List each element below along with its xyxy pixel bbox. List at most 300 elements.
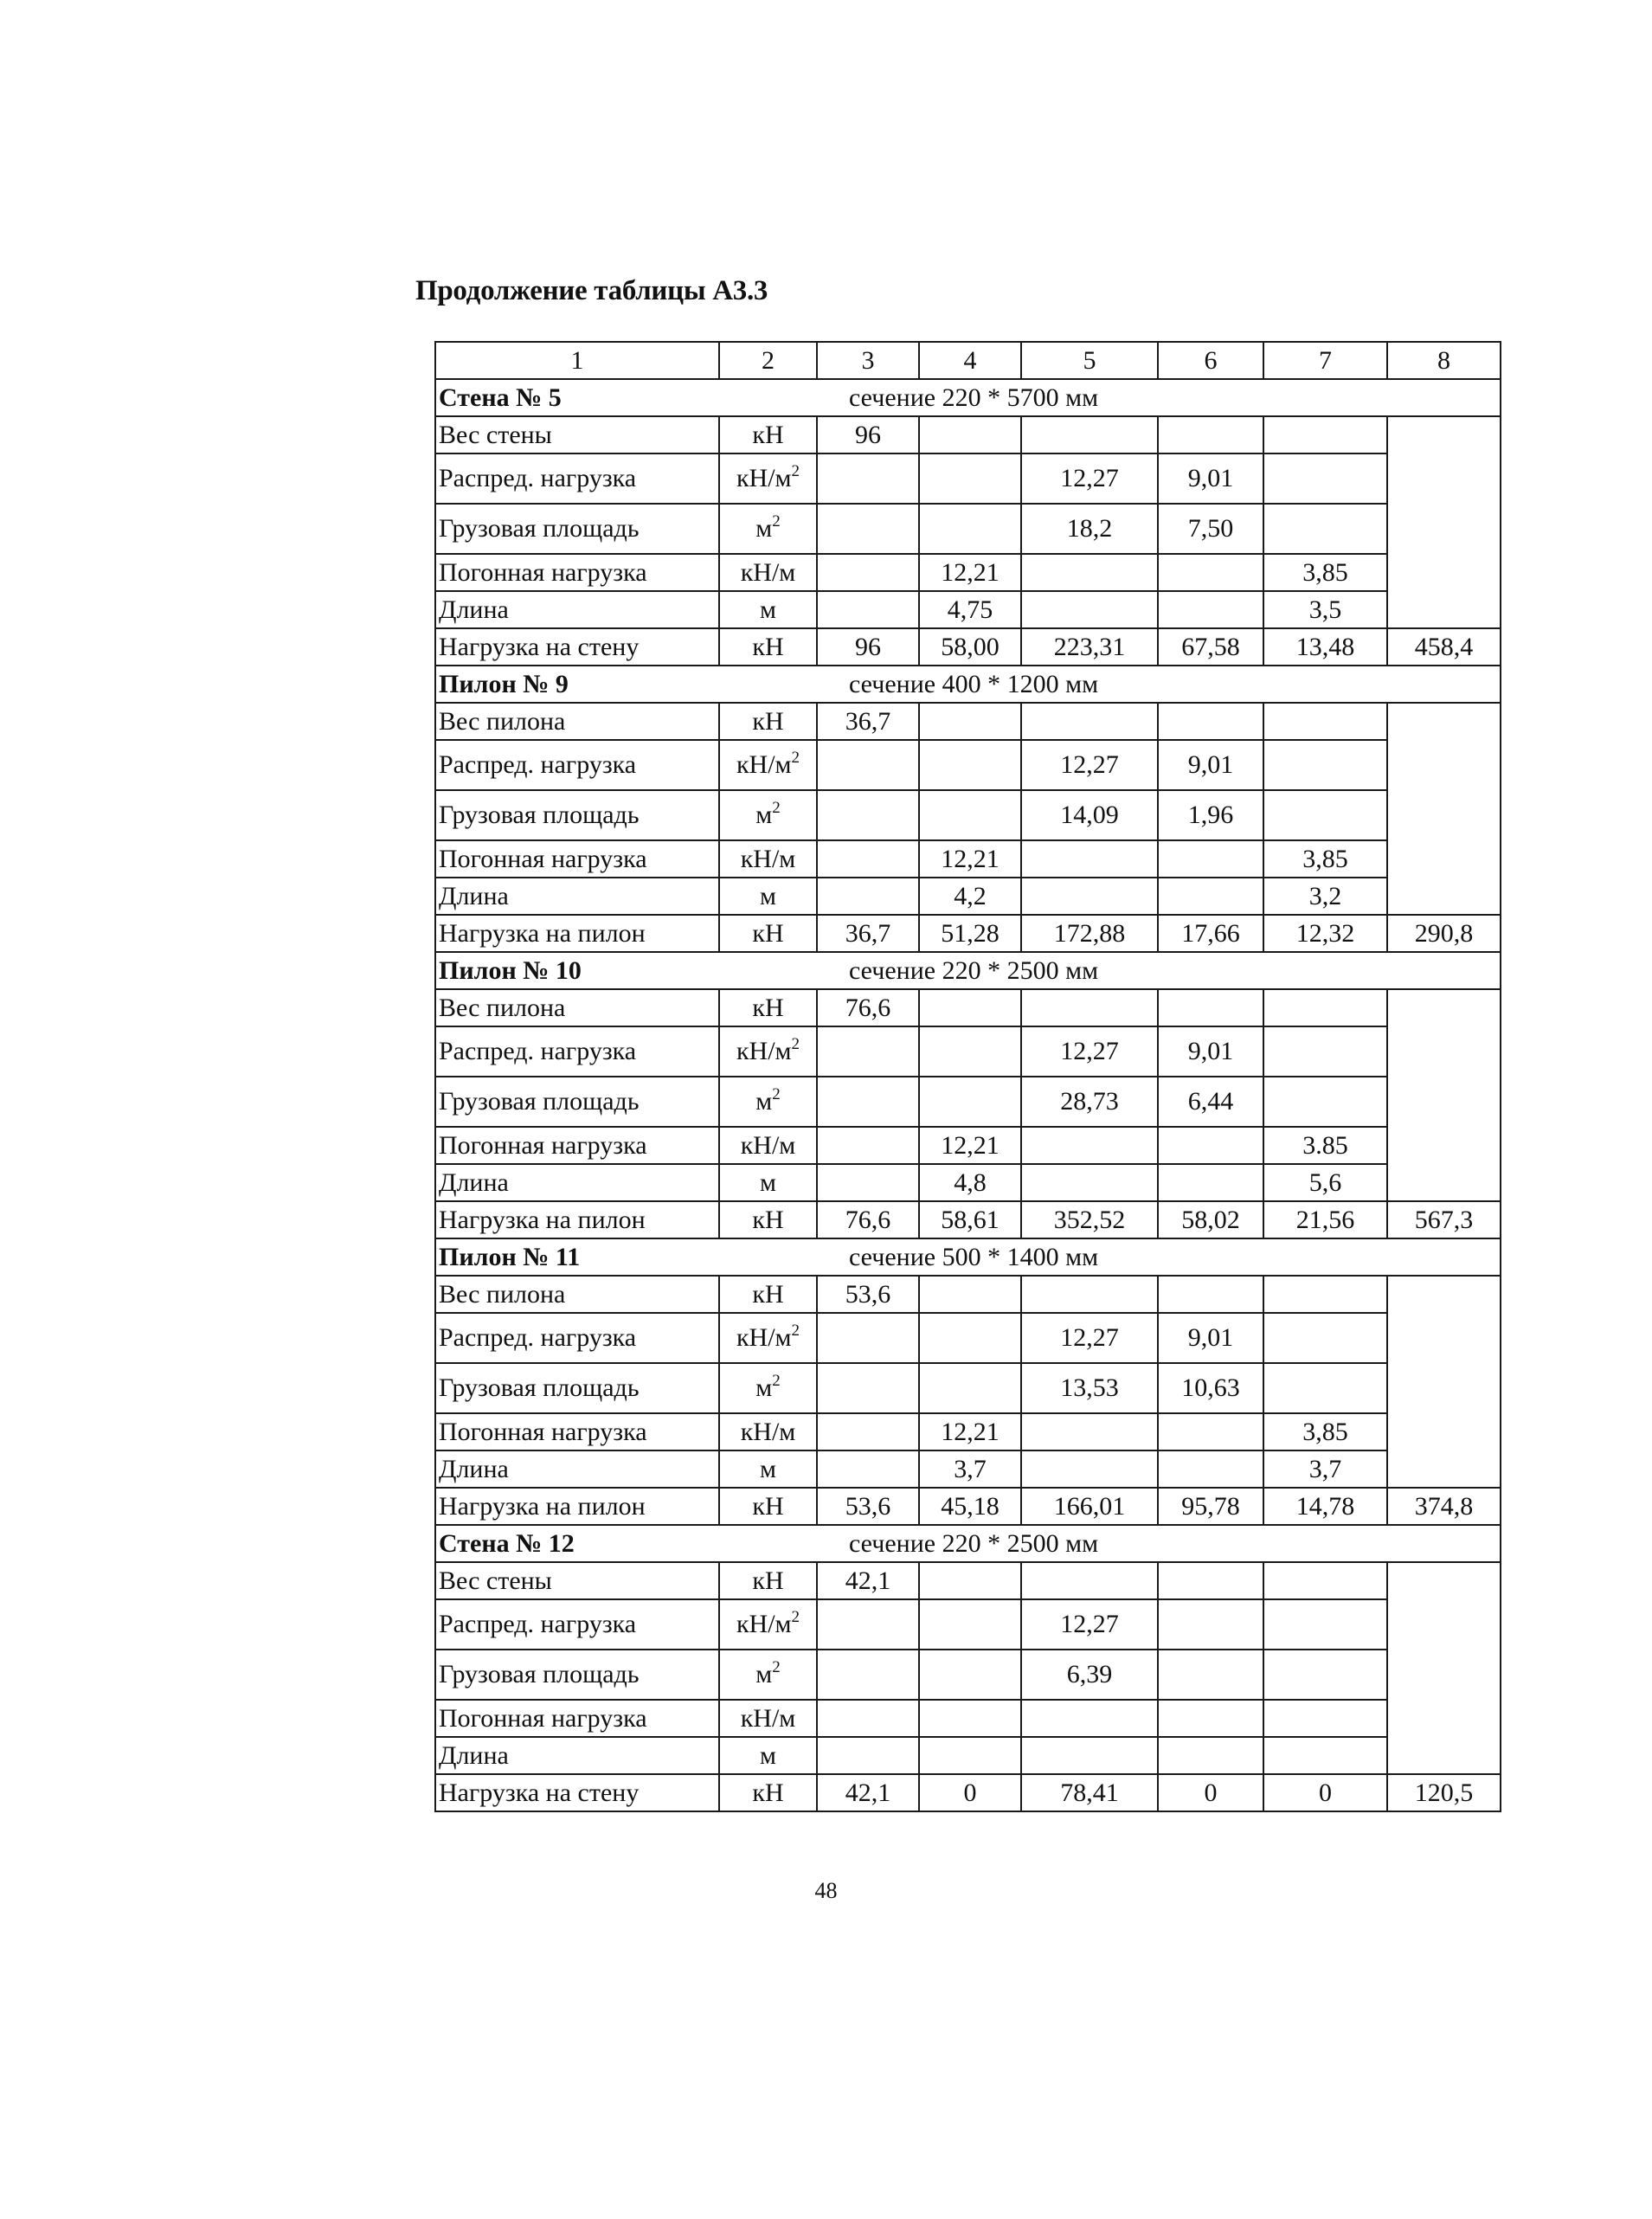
value-cell: 0 — [919, 1774, 1021, 1811]
value-cell — [1021, 703, 1158, 740]
value-cell — [1263, 1077, 1387, 1127]
value-cell — [919, 1276, 1021, 1313]
value-cell — [919, 1562, 1021, 1599]
column-number: 3 — [817, 342, 919, 379]
value-cell — [919, 1363, 1021, 1413]
unit-cell — [719, 703, 817, 740]
row-label: Грузовая площадь — [435, 790, 719, 840]
value-cell — [1158, 1700, 1263, 1737]
table-row — [435, 1127, 1501, 1164]
value-cell — [1263, 416, 1387, 453]
section-title: Пилон № 9 — [435, 666, 719, 703]
column-number: 4 — [919, 342, 1021, 379]
total-column-blank — [1387, 989, 1501, 1201]
value-cell: 352,52 — [1021, 1201, 1158, 1238]
value-cell: 13,48 — [1263, 628, 1387, 666]
value-cell: 9,01 — [1158, 1026, 1263, 1077]
value-cell — [1263, 703, 1387, 740]
total-value-cell: 567,3 — [1387, 1201, 1501, 1238]
row-label: Погонная нагрузка — [435, 1413, 719, 1450]
section-title: Пилон № 11 — [435, 1238, 719, 1276]
total-value-cell: 290,8 — [1387, 915, 1501, 952]
row-label: Длина — [435, 1450, 719, 1488]
unit-text: кН/м — [740, 1418, 796, 1446]
row-label: Нагрузка на стену — [435, 628, 719, 666]
unit-exponent: 2 — [772, 1658, 781, 1676]
row-label: Нагрузка на пилон — [435, 1201, 719, 1238]
value-cell: 3,85 — [1263, 554, 1387, 591]
unit-cell — [719, 840, 817, 878]
column-number: 2 — [719, 342, 817, 379]
value-cell — [919, 1737, 1021, 1774]
row-label: Длина — [435, 591, 719, 628]
row-label: Грузовая площадь — [435, 1077, 719, 1127]
unit-text: кН/м — [740, 1704, 796, 1733]
section-header-row — [435, 952, 1501, 989]
value-cell: 36,7 — [817, 703, 919, 740]
unit-cell — [719, 1650, 817, 1700]
load-table — [434, 341, 1501, 1812]
section-header-row — [435, 1525, 1501, 1562]
unit-cell — [719, 1562, 817, 1599]
unit-cell — [719, 1127, 817, 1164]
section-title: Стена № 12 — [435, 1525, 719, 1562]
value-cell: 3,7 — [1263, 1450, 1387, 1488]
unit-cell — [719, 740, 817, 790]
value-cell — [817, 1363, 919, 1413]
value-cell — [1021, 1562, 1158, 1599]
unit-cell — [719, 1276, 817, 1313]
table-row — [435, 790, 1501, 840]
row-label: Длина — [435, 1164, 719, 1201]
total-value-cell: 120,5 — [1387, 1774, 1501, 1811]
section-description: сечение 220 * 5700 мм — [719, 379, 1501, 416]
table-row — [435, 504, 1501, 554]
value-cell: 4,75 — [919, 591, 1021, 628]
total-column-blank — [1387, 1276, 1501, 1488]
value-cell: 53,6 — [817, 1276, 919, 1313]
value-cell — [1158, 1737, 1263, 1774]
value-cell: 4,2 — [919, 878, 1021, 915]
total-column-blank — [1387, 703, 1501, 915]
value-cell — [1158, 1562, 1263, 1599]
unit-text: кН/м — [736, 1037, 792, 1065]
value-cell — [1021, 416, 1158, 453]
value-cell — [1263, 989, 1387, 1026]
unit-text: м — [755, 1373, 773, 1402]
unit-text: м — [760, 595, 776, 624]
section-description: сечение 500 * 1400 мм — [719, 1238, 1501, 1276]
value-cell — [1263, 1650, 1387, 1700]
value-cell: 96 — [817, 416, 919, 453]
total-value-cell: 374,8 — [1387, 1488, 1501, 1525]
table-row — [435, 1700, 1501, 1737]
table-caption: Продолжение таблицы А3.3 — [415, 275, 768, 306]
value-cell: 28,73 — [1021, 1077, 1158, 1127]
value-cell: 96 — [817, 628, 919, 666]
table-row — [435, 1313, 1501, 1363]
value-cell: 45,18 — [919, 1488, 1021, 1525]
value-cell: 12,21 — [919, 1127, 1021, 1164]
row-label: Распред. нагрузка — [435, 453, 719, 504]
value-cell: 12,21 — [919, 554, 1021, 591]
value-cell: 4,8 — [919, 1164, 1021, 1201]
value-cell — [817, 1599, 919, 1650]
value-cell: 10,63 — [1158, 1363, 1263, 1413]
row-label: Погонная нагрузка — [435, 840, 719, 878]
unit-cell: кН — [719, 628, 817, 666]
value-cell — [817, 1650, 919, 1700]
value-cell: 172,88 — [1021, 915, 1158, 952]
value-cell — [1263, 1562, 1387, 1599]
value-cell — [1263, 790, 1387, 840]
unit-text: кН/м — [736, 1610, 792, 1638]
value-cell — [1158, 1450, 1263, 1488]
unit-text: м — [760, 1741, 776, 1770]
value-cell — [1021, 1276, 1158, 1313]
unit-text: кН/м — [740, 558, 796, 587]
total-row — [435, 1488, 1501, 1525]
total-column-blank — [1387, 1562, 1501, 1774]
unit-cell — [719, 1077, 817, 1127]
unit-cell — [719, 1450, 817, 1488]
value-cell: 9,01 — [1158, 740, 1263, 790]
value-cell — [1158, 416, 1263, 453]
section-header-row — [435, 1238, 1501, 1276]
value-cell — [919, 1077, 1021, 1127]
table-row — [435, 416, 1501, 453]
value-cell: 12,27 — [1021, 740, 1158, 790]
value-cell — [1021, 1700, 1158, 1737]
table-row — [435, 703, 1501, 740]
table-row — [435, 1599, 1501, 1650]
value-cell: 36,7 — [817, 915, 919, 952]
value-cell — [817, 504, 919, 554]
unit-exponent: 2 — [772, 799, 781, 817]
value-cell: 14,09 — [1021, 790, 1158, 840]
row-label: Длина — [435, 878, 719, 915]
section-description: сечение 220 * 2500 мм — [719, 1525, 1501, 1562]
value-cell: 13,53 — [1021, 1363, 1158, 1413]
value-cell: 42,1 — [817, 1774, 919, 1811]
value-cell — [919, 1650, 1021, 1700]
value-cell: 3,85 — [1263, 1413, 1387, 1450]
value-cell — [1263, 1737, 1387, 1774]
value-cell — [1021, 1450, 1158, 1488]
unit-text: кН/м — [736, 464, 792, 492]
column-numbers-row — [435, 342, 1501, 379]
row-label: Распред. нагрузка — [435, 740, 719, 790]
unit-text: м — [755, 1087, 773, 1116]
value-cell — [1158, 878, 1263, 915]
section-title: Пилон № 10 — [435, 952, 719, 989]
unit-cell — [719, 453, 817, 504]
section-description: сечение 400 * 1200 мм — [719, 666, 1501, 703]
unit-cell — [719, 989, 817, 1026]
value-cell: 12,21 — [919, 1413, 1021, 1450]
unit-text: м — [755, 1660, 773, 1688]
value-cell — [1158, 840, 1263, 878]
table-row — [435, 591, 1501, 628]
value-cell: 51,28 — [919, 915, 1021, 952]
value-cell — [1021, 591, 1158, 628]
value-cell — [1021, 840, 1158, 878]
value-cell: 95,78 — [1158, 1488, 1263, 1525]
row-label: Грузовая площадь — [435, 1650, 719, 1700]
value-cell — [919, 1026, 1021, 1077]
total-row — [435, 1774, 1501, 1811]
table-row — [435, 740, 1501, 790]
value-cell — [817, 1077, 919, 1127]
value-cell: 58,00 — [919, 628, 1021, 666]
value-cell: 3,5 — [1263, 591, 1387, 628]
unit-text: кН — [752, 1280, 784, 1309]
value-cell — [1021, 878, 1158, 915]
value-cell — [817, 1450, 919, 1488]
unit-text: м — [760, 882, 776, 910]
value-cell: 3,7 — [919, 1450, 1021, 1488]
value-cell — [1263, 504, 1387, 554]
unit-cell — [719, 1737, 817, 1774]
row-label: Распред. нагрузка — [435, 1599, 719, 1650]
value-cell — [1263, 1599, 1387, 1650]
value-cell — [1021, 989, 1158, 1026]
row-label: Нагрузка на стену — [435, 1774, 719, 1811]
unit-cell — [719, 878, 817, 915]
value-cell: 223,31 — [1021, 628, 1158, 666]
value-cell — [1263, 1276, 1387, 1313]
unit-text: кН/м — [736, 1323, 792, 1352]
value-cell: 3,2 — [1263, 878, 1387, 915]
row-label: Погонная нагрузка — [435, 1700, 719, 1737]
unit-cell — [719, 554, 817, 591]
value-cell — [919, 416, 1021, 453]
value-cell: 58,61 — [919, 1201, 1021, 1238]
row-label: Грузовая площадь — [435, 504, 719, 554]
unit-exponent: 2 — [791, 1035, 800, 1053]
value-cell — [1158, 1127, 1263, 1164]
table-row — [435, 1413, 1501, 1450]
column-number: 1 — [435, 342, 719, 379]
total-row — [435, 915, 1501, 952]
unit-text: кН/м — [740, 845, 796, 873]
column-number: 7 — [1263, 342, 1387, 379]
value-cell — [817, 878, 919, 915]
unit-cell — [719, 1313, 817, 1363]
unit-text: м — [760, 1455, 776, 1483]
section-header-row — [435, 666, 1501, 703]
value-cell — [817, 591, 919, 628]
value-cell — [919, 504, 1021, 554]
value-cell: 5,6 — [1263, 1164, 1387, 1201]
value-cell — [817, 453, 919, 504]
unit-text: кН — [752, 421, 784, 449]
value-cell: 12,27 — [1021, 1026, 1158, 1077]
table-row — [435, 1276, 1501, 1313]
unit-cell — [719, 790, 817, 840]
table-row — [435, 554, 1501, 591]
unit-cell — [719, 416, 817, 453]
row-label: Вес стены — [435, 416, 719, 453]
value-cell: 6,39 — [1021, 1650, 1158, 1700]
value-cell — [1158, 703, 1263, 740]
row-label: Вес пилона — [435, 1276, 719, 1313]
value-cell — [1263, 1026, 1387, 1077]
row-label: Длина — [435, 1737, 719, 1774]
unit-cell — [719, 1164, 817, 1201]
value-cell — [919, 790, 1021, 840]
value-cell — [817, 840, 919, 878]
unit-text: кН — [752, 707, 784, 736]
value-cell: 18,2 — [1021, 504, 1158, 554]
unit-text: м — [755, 801, 773, 829]
row-label: Вес пилона — [435, 989, 719, 1026]
value-cell — [817, 740, 919, 790]
value-cell: 17,66 — [1158, 915, 1263, 952]
section-title: Стена № 5 — [435, 379, 719, 416]
table-row — [435, 1737, 1501, 1774]
unit-exponent: 2 — [791, 1608, 800, 1626]
value-cell: 53,6 — [817, 1488, 919, 1525]
total-column-blank — [1387, 416, 1501, 628]
table-row — [435, 840, 1501, 878]
row-label: Нагрузка на пилон — [435, 1488, 719, 1525]
unit-cell — [719, 1363, 817, 1413]
row-label: Погонная нагрузка — [435, 554, 719, 591]
table-row — [435, 1164, 1501, 1201]
table-row — [435, 989, 1501, 1026]
value-cell — [817, 1313, 919, 1363]
value-cell — [919, 1700, 1021, 1737]
unit-text: м — [760, 1168, 776, 1197]
value-cell — [919, 740, 1021, 790]
value-cell — [817, 1737, 919, 1774]
column-number: 8 — [1387, 342, 1501, 379]
value-cell — [817, 1127, 919, 1164]
value-cell: 9,01 — [1158, 453, 1263, 504]
value-cell: 76,6 — [817, 989, 919, 1026]
table-row — [435, 1026, 1501, 1077]
table-row — [435, 1650, 1501, 1700]
unit-cell — [719, 1026, 817, 1077]
row-label: Распред. нагрузка — [435, 1313, 719, 1363]
unit-exponent: 2 — [772, 1085, 781, 1103]
value-cell: 78,41 — [1021, 1774, 1158, 1811]
total-row — [435, 628, 1501, 666]
value-cell: 0 — [1158, 1774, 1263, 1811]
value-cell: 67,58 — [1158, 628, 1263, 666]
value-cell — [817, 1164, 919, 1201]
column-number: 5 — [1021, 342, 1158, 379]
value-cell — [1021, 1413, 1158, 1450]
value-cell — [1158, 554, 1263, 591]
value-cell — [1021, 554, 1158, 591]
unit-exponent: 2 — [791, 749, 800, 767]
value-cell — [1263, 453, 1387, 504]
value-cell: 166,01 — [1021, 1488, 1158, 1525]
unit-text: кН/м — [740, 1131, 796, 1160]
table-row — [435, 1077, 1501, 1127]
value-cell — [1158, 989, 1263, 1026]
table-row — [435, 1450, 1501, 1488]
value-cell — [1263, 1363, 1387, 1413]
value-cell — [1263, 1700, 1387, 1737]
page-number: 48 — [814, 1878, 838, 1903]
value-cell: 12,27 — [1021, 453, 1158, 504]
unit-exponent: 2 — [772, 1372, 781, 1390]
unit-cell: кН — [719, 1488, 817, 1525]
unit-cell — [719, 591, 817, 628]
row-label: Вес стены — [435, 1562, 719, 1599]
unit-exponent: 2 — [791, 462, 800, 480]
table-body — [435, 342, 1501, 1811]
value-cell: 1,96 — [1158, 790, 1263, 840]
unit-exponent: 2 — [772, 512, 781, 531]
value-cell: 6,44 — [1158, 1077, 1263, 1127]
value-cell — [817, 790, 919, 840]
value-cell — [1158, 1276, 1263, 1313]
unit-cell — [719, 504, 817, 554]
unit-text: кН — [752, 994, 784, 1022]
row-label: Вес пилона — [435, 703, 719, 740]
row-label: Распред. нагрузка — [435, 1026, 719, 1077]
value-cell — [919, 1313, 1021, 1363]
value-cell: 0 — [1263, 1774, 1387, 1811]
value-cell — [1263, 1313, 1387, 1363]
value-cell: 12,32 — [1263, 915, 1387, 952]
value-cell: 3,85 — [1263, 840, 1387, 878]
unit-cell — [719, 1413, 817, 1450]
row-label: Нагрузка на пилон — [435, 915, 719, 952]
table-row — [435, 878, 1501, 915]
value-cell — [1158, 1599, 1263, 1650]
value-cell — [919, 453, 1021, 504]
table-row — [435, 453, 1501, 504]
unit-cell — [719, 1700, 817, 1737]
value-cell — [817, 554, 919, 591]
section-description: сечение 220 * 2500 мм — [719, 952, 1501, 989]
value-cell — [919, 989, 1021, 1026]
total-value-cell: 458,4 — [1387, 628, 1501, 666]
unit-cell — [719, 1599, 817, 1650]
value-cell: 58,02 — [1158, 1201, 1263, 1238]
value-cell — [1021, 1737, 1158, 1774]
unit-text: кН/м — [736, 750, 792, 779]
value-cell — [817, 1413, 919, 1450]
value-cell — [1158, 1164, 1263, 1201]
value-cell: 9,01 — [1158, 1313, 1263, 1363]
unit-exponent: 2 — [791, 1322, 800, 1340]
unit-cell: кН — [719, 1201, 817, 1238]
value-cell: 12,27 — [1021, 1313, 1158, 1363]
value-cell — [1263, 740, 1387, 790]
table-row — [435, 1363, 1501, 1413]
value-cell — [817, 1700, 919, 1737]
value-cell — [1021, 1164, 1158, 1201]
value-cell — [1158, 1650, 1263, 1700]
value-cell: 7,50 — [1158, 504, 1263, 554]
value-cell: 12,27 — [1021, 1599, 1158, 1650]
value-cell — [1021, 1127, 1158, 1164]
unit-text: м — [755, 514, 773, 543]
unit-text: кН — [752, 1566, 784, 1595]
row-label: Погонная нагрузка — [435, 1127, 719, 1164]
value-cell: 12,21 — [919, 840, 1021, 878]
table-row — [435, 1562, 1501, 1599]
value-cell — [919, 1599, 1021, 1650]
value-cell: 42,1 — [817, 1562, 919, 1599]
value-cell: 14,78 — [1263, 1488, 1387, 1525]
